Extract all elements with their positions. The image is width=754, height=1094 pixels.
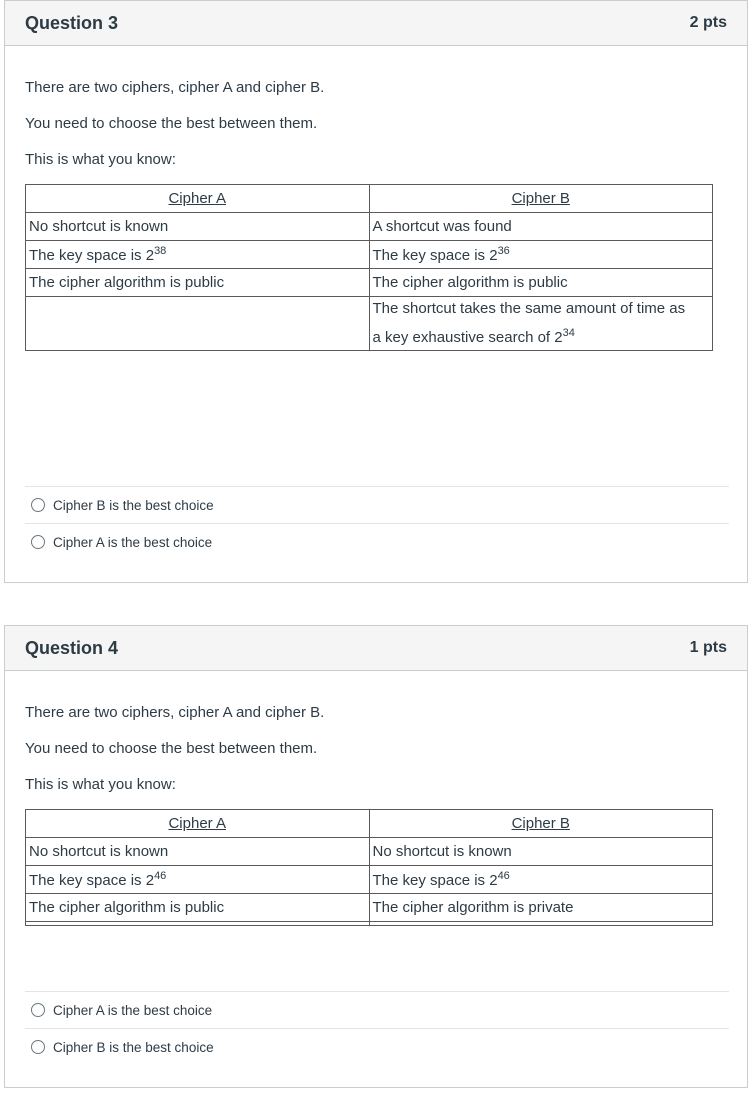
table-cell-empty [26, 297, 370, 351]
question-points: 2 pts [689, 14, 727, 31]
cell-text: a key exhaustive search of 2 [372, 329, 563, 346]
table-cell: The cipher algorithm is private [369, 894, 713, 922]
answer-label[interactable]: Cipher B is the best choice [53, 1039, 214, 1055]
cell-text: The key space is 2 [29, 872, 155, 889]
cell-text: The key space is 2 [372, 247, 498, 264]
table-cell: No shortcut is known [369, 838, 713, 866]
radio-button[interactable] [31, 1003, 45, 1017]
table-cell-empty [26, 922, 370, 926]
answer-option[interactable] [25, 1028, 729, 1065]
cell-text: The key space is 2 [372, 872, 498, 889]
cell-text: The key space is 2 [29, 247, 155, 264]
exponent: 34 [562, 327, 575, 339]
answer-label[interactable]: Cipher B is the best choice [53, 497, 214, 513]
cipher-a-header: Cipher A [26, 810, 370, 838]
table-cell: The cipher algorithm is public [369, 269, 713, 297]
question-title: Question 3 [25, 12, 119, 33]
answer-list [25, 991, 729, 1065]
table-cell [369, 866, 713, 894]
question-intro: There are two ciphers, cipher A and cipher B. [25, 79, 325, 96]
table-row [26, 297, 713, 351]
radio-button[interactable] [31, 535, 45, 549]
table-row [26, 269, 713, 297]
table-row-empty [26, 922, 713, 926]
answer-list [25, 486, 729, 560]
exponent: 46 [154, 870, 167, 882]
table-cell: A shortcut was found [369, 213, 713, 241]
question-3-card [4, 0, 748, 583]
question-lead: This is what you know: [25, 151, 176, 168]
radio-button[interactable] [31, 1040, 45, 1054]
table-row [26, 894, 713, 922]
question-lead: This is what you know: [25, 776, 176, 793]
question-header [5, 1, 747, 46]
table-cell-empty [369, 922, 713, 926]
cipher-comparison-table [25, 809, 713, 926]
table-row [26, 213, 713, 241]
question-intro: There are two ciphers, cipher A and cipher B. [25, 704, 325, 721]
radio-button[interactable] [31, 498, 45, 512]
table-cell: The cipher algorithm is public [26, 894, 370, 922]
cipher-b-header: Cipher B [369, 810, 713, 838]
answer-option[interactable] [25, 523, 729, 560]
question-header [5, 626, 747, 671]
table-cell [26, 241, 370, 269]
question-points: 1 pts [689, 639, 727, 656]
exponent: 46 [497, 870, 510, 882]
table-cell [369, 297, 713, 351]
answer-label[interactable]: Cipher A is the best choice [53, 1002, 213, 1018]
cipher-a-header: Cipher A [26, 185, 370, 213]
cipher-comparison-table [25, 184, 713, 351]
exponent: 38 [154, 245, 167, 257]
question-instruction: You need to choose the best between them. [25, 115, 318, 132]
question-title: Question 4 [25, 637, 119, 658]
table-cell [26, 866, 370, 894]
table-row [26, 866, 713, 894]
table-row [26, 241, 713, 269]
table-header-row [26, 810, 713, 838]
table-row [26, 838, 713, 866]
table-header-row [26, 185, 713, 213]
cipher-b-header: Cipher B [369, 185, 713, 213]
answer-label[interactable]: Cipher A is the best choice [53, 534, 213, 550]
exponent: 36 [497, 245, 510, 257]
table-cell: No shortcut is known [26, 838, 370, 866]
table-cell: No shortcut is known [26, 213, 370, 241]
cell-text: The shortcut takes the same amount of time as [372, 300, 686, 317]
table-cell [369, 241, 713, 269]
answer-option[interactable] [25, 486, 729, 523]
answer-option[interactable] [25, 991, 729, 1028]
question-instruction: You need to choose the best between them. [25, 740, 318, 757]
table-cell: The cipher algorithm is public [26, 269, 370, 297]
question-4-card [4, 625, 748, 1088]
